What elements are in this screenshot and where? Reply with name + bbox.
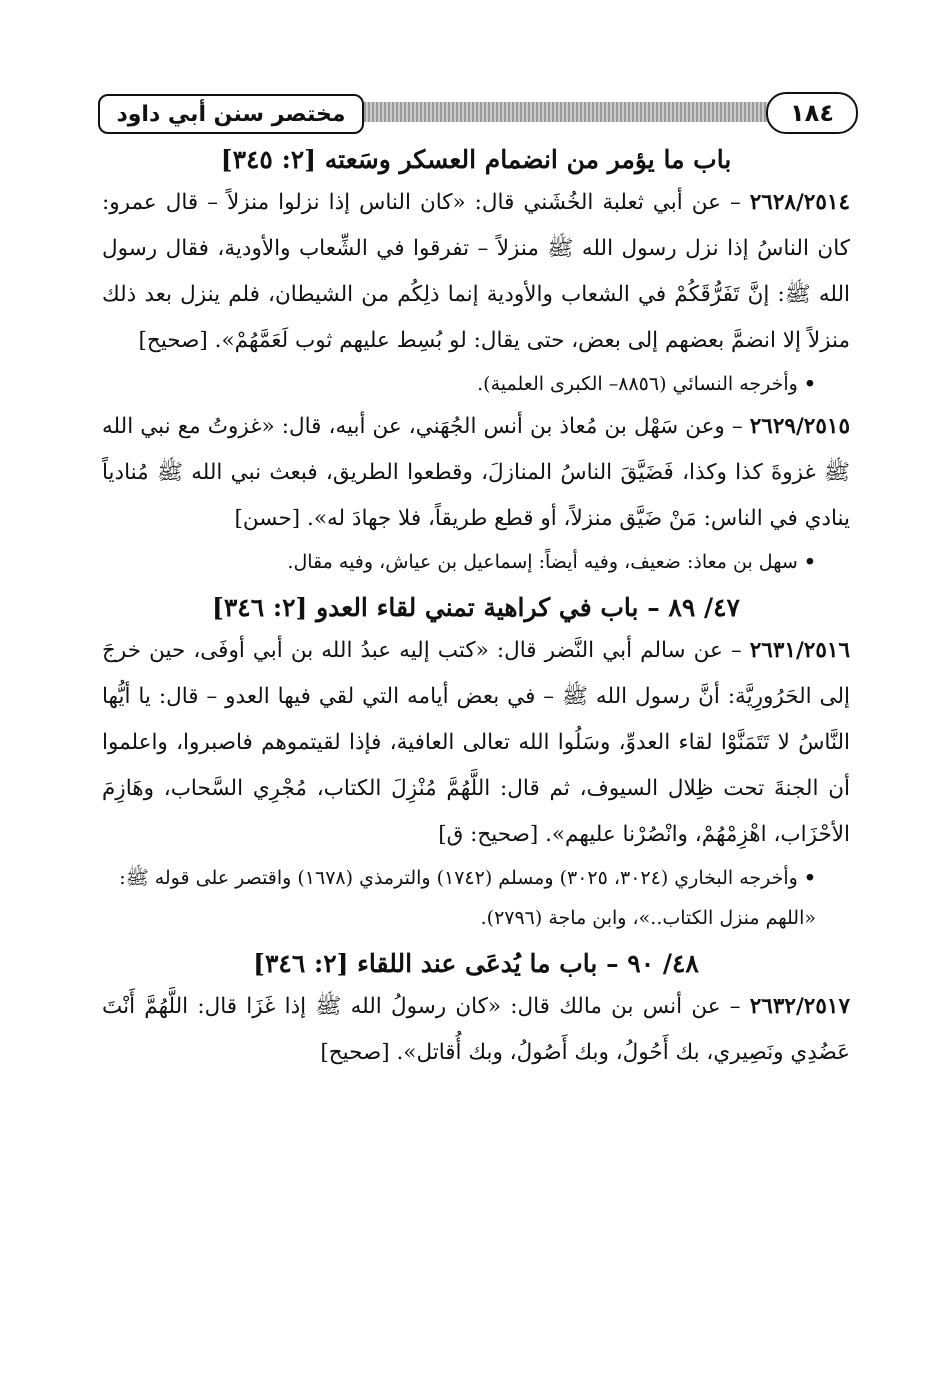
bullet-icon: •: [803, 867, 816, 889]
hadith-number: ٢٦٢٩/٢٥١٥: [749, 414, 850, 439]
book-title: مختصر سنن أبي داود: [98, 94, 364, 134]
takhrij-note: [102, 364, 850, 404]
chapter-heading: ٤٨/ ٩٠ – باب ما يُدعَى عند اللقاء [٢: ٣٤٦]: [253, 949, 699, 978]
hadith-paragraph: [102, 628, 850, 858]
hadith-text: – عن أنس بن مالك قال: «كان رسولُ الله ﷺ إذا غَزَا قال: اللَّهُمَّ أَنْتَ عَضُدِي ونَصِيري، بك أَحُولُ، وبك أَصُولُ، وبك أُقاتل». [صحيح]: [102, 994, 850, 1065]
note-text: وأخرجه النسائي (٨٨٥٦– الكبرى العلمية).: [477, 373, 798, 395]
hadith-number: ٢٦٣١/٢٥١٦: [749, 638, 850, 663]
page-header: [98, 92, 858, 136]
hadith-text: – عن سالم أبي النَّضر قال: «كتب إليه عبدُ الله بن أبي أوفَى، حين خرجَ إلى الحَرُورِيَّة: أنَّ رسول الله ﷺ – في بعض أيامه التي لقي فيها العدو – قال: يا أيُّها النَّاسُ لا تَتَمَنَّوْا لقاء العدوِّ، وسَلُوا الله تعالى العافية، فإذا لقيتموهم فاصبروا، واعلموا أن الجنةَ تحت ظِلال السيوف، ثم قال: اللَّهُمَّ مُنْزِلَ الكتاب، مُجْرِي السَّحاب، وهَازِمَ الأحْزَاب، اهْزِمْهُمْ، وانْصُرْنا عليهم». [صحيح: ق]: [102, 638, 850, 847]
takhrij-note: [102, 858, 850, 938]
bullet-icon: •: [803, 373, 816, 395]
header-decorative-band: [348, 102, 778, 122]
hadith-number: ٢٦٣٢/٢٥١٧: [749, 994, 850, 1019]
hadith-paragraph: [102, 180, 850, 364]
hadith-text: – وعن سَهْل بن مُعاذ بن أنس الجُهَني، عن أبيه، قال: «غزوتُ مع نبي الله ﷺ غزوةَ كذا وكذا، فَضَيَّقَ الناسُ المنازلَ، وقطعوا الطريق، فبعث نبي الله ﷺ مُنادياً ينادي في الناس: مَنْ ضَيَّق منزلاً، أو قطع طريقاً، فلا جهادَ له». [حسن]: [102, 414, 850, 531]
hadith-paragraph: [102, 404, 850, 542]
page-number: ١٨٤: [766, 92, 858, 134]
hadith-number: ٢٦٢٨/٢٥١٤: [749, 190, 850, 215]
note-text: سهل بن معاذ: ضعيف، وفيه أيضاً: إسماعيل بن عياش، وفيه مقال.: [287, 551, 798, 573]
hadith-text: – عن أبي ثعلبة الخُشَني قال: «كان الناس إذا نزلوا منزلاً – قال عمرو: كان الناسُ إذا نزل رسول الله ﷺ منزلاً – تفرقوا في الشِّعاب والأودية، فقال رسول الله ﷺ: إنَّ تَفَرُّقَكُمْ في الشعاب والأودية إنما ذلِكُم من الشيطان، فلم ينزل بعد ذلك منزلاً إلا انضمَّ بعضهم إلى بعض، حتى يقال: لو بُسِط عليهم ثوب لَعَمَّهُمْ». [صحيح]: [102, 190, 850, 353]
note-text: وأخرجه البخاري (٣٠٢٤، ٣٠٢٥) ومسلم (١٧٤٢) والترمذي (١٦٧٨) واقتصر على قوله ﷺ: «اللهم منزل الكتاب..»، وابن ماجة (٢٧٩٦).: [119, 867, 816, 929]
hadith-paragraph: [102, 984, 850, 1076]
chapter-heading: ٤٧/ ٨٩ – باب في كراهية تمني لقاء العدو [٢: ٣٤٦]: [212, 593, 740, 622]
takhrij-note: [102, 542, 850, 582]
page-body: [102, 140, 850, 1076]
bullet-icon: •: [803, 551, 816, 573]
chapter-heading: باب ما يؤمر من انضمام العسكر وسَعته [٢: ٣٤٥]: [220, 145, 732, 174]
